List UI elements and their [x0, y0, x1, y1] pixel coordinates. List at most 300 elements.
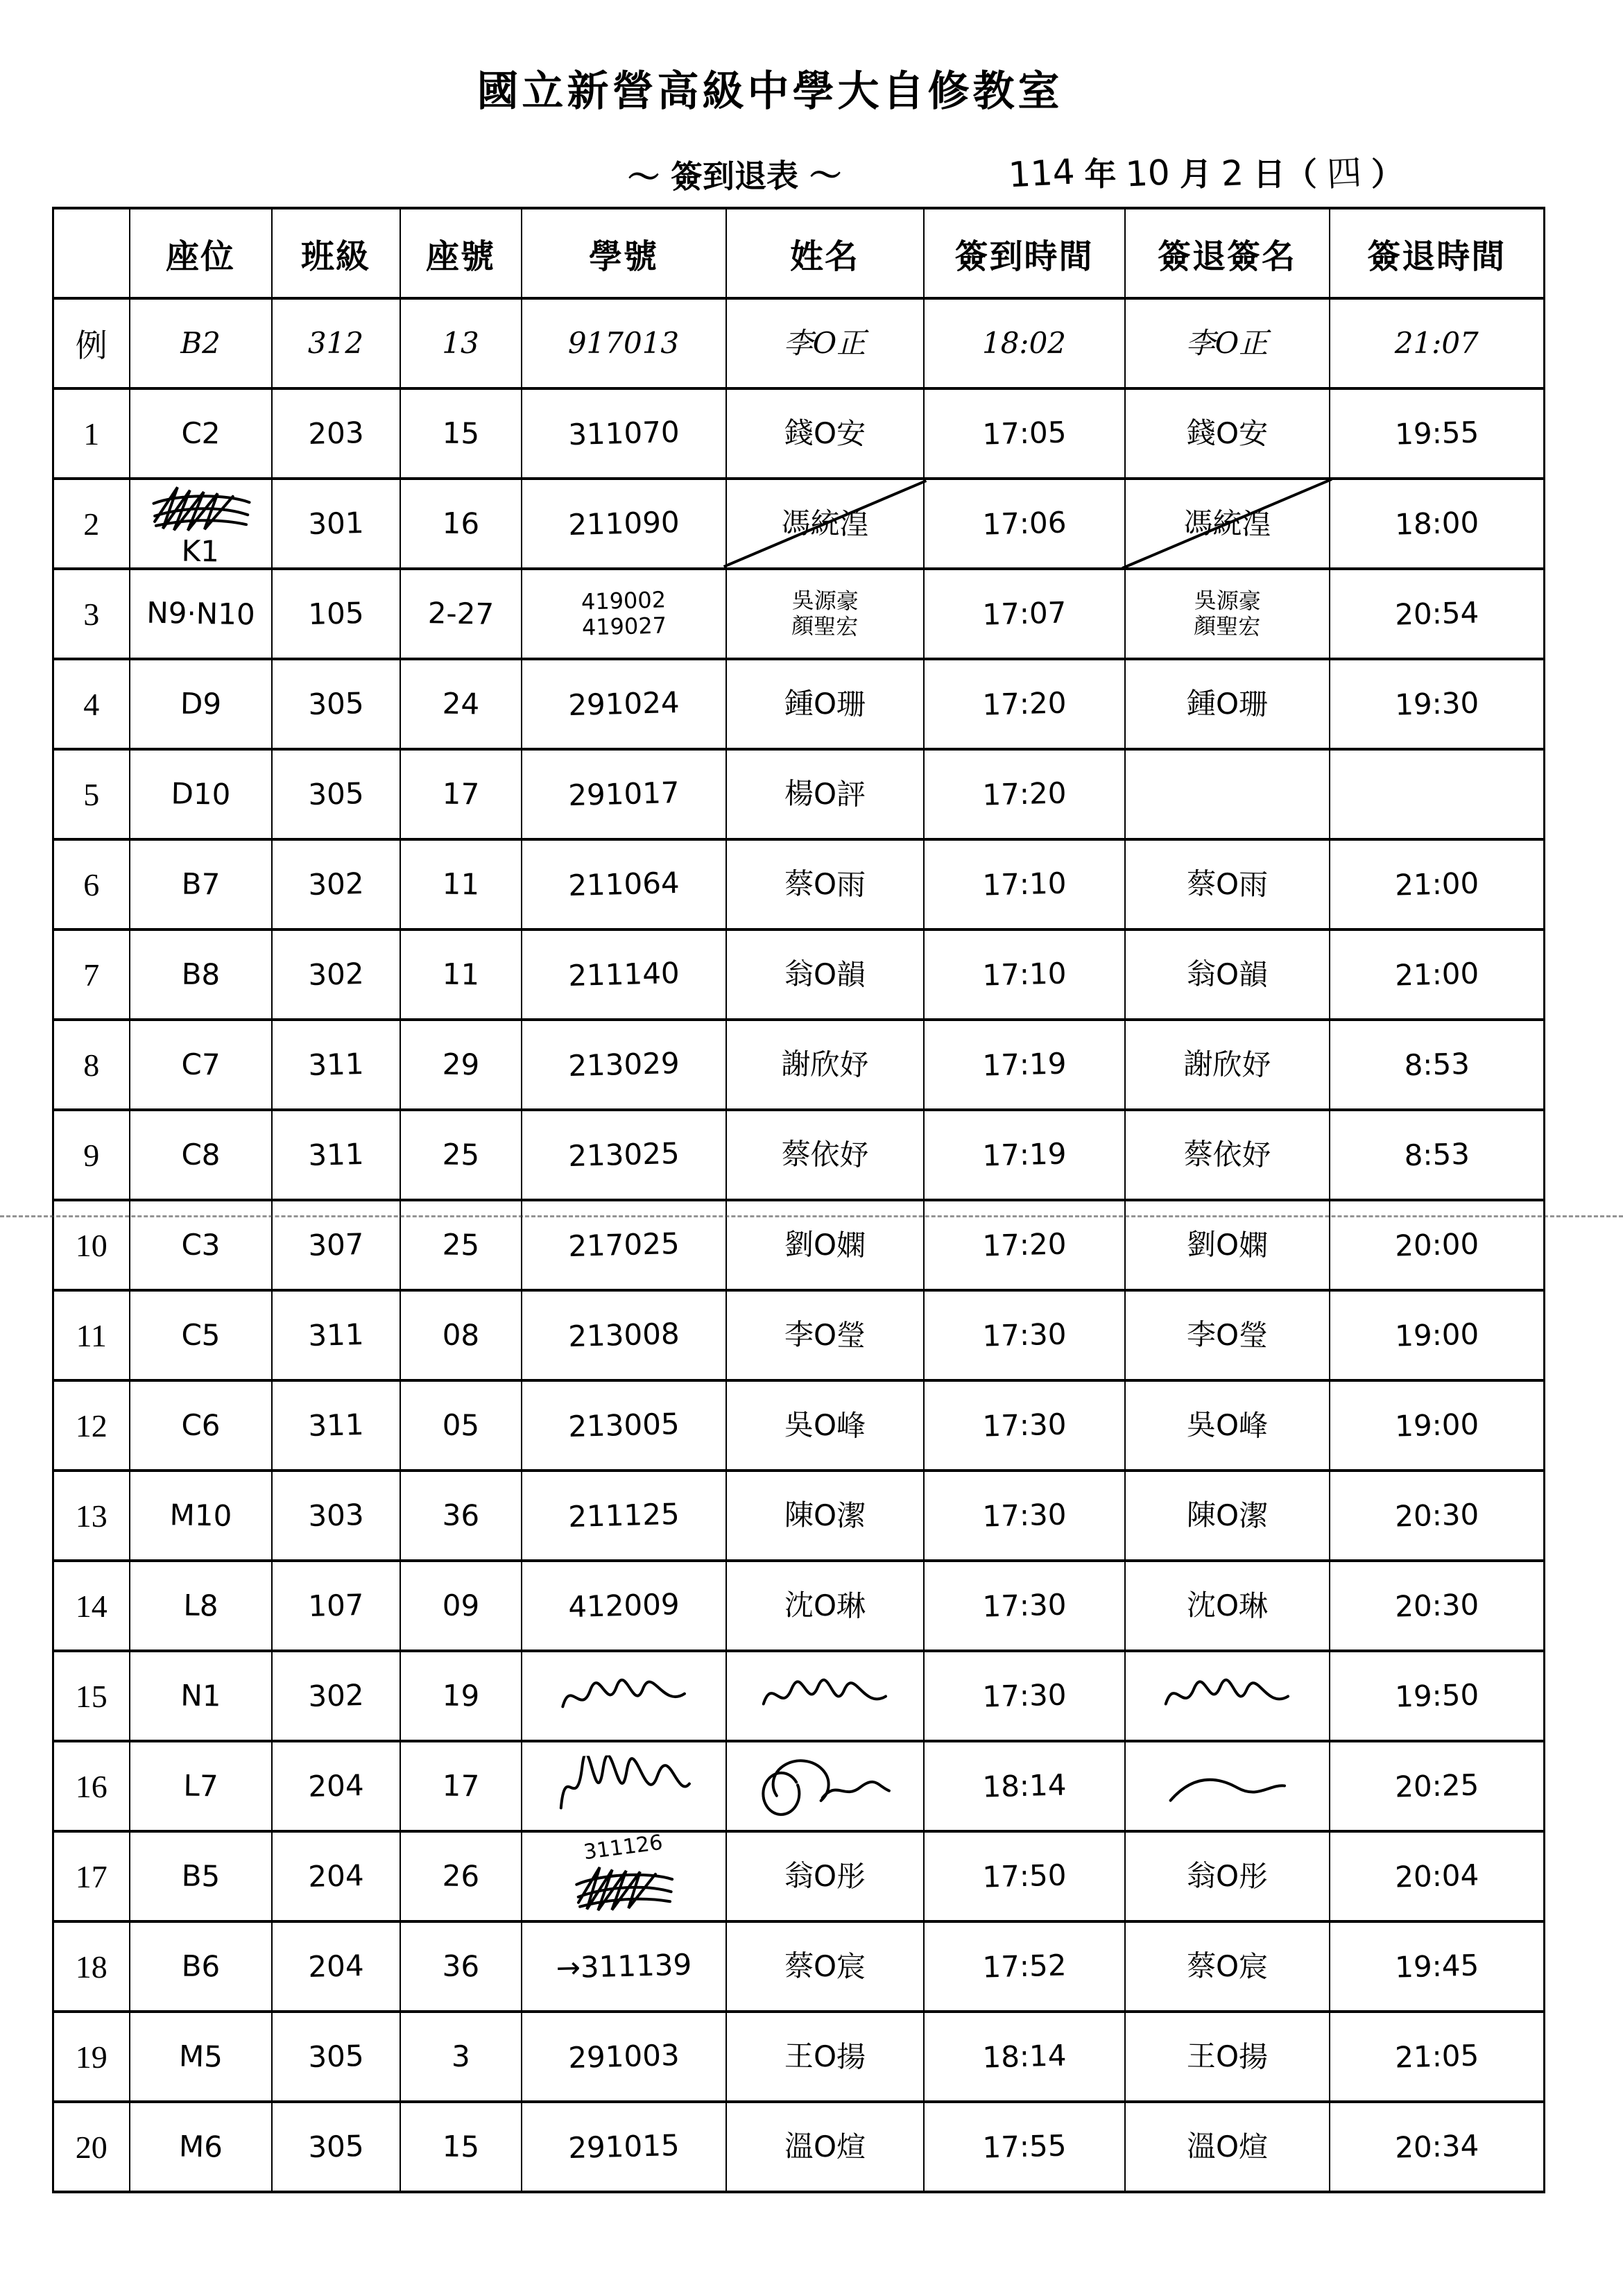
signin-table-head: [53, 208, 1545, 298]
signout-time-cell: [1330, 1110, 1545, 1200]
signin-time-cell: [924, 1020, 1125, 1110]
signout-time: 21:05: [1394, 2038, 1479, 2075]
header-class: 班級: [272, 208, 400, 298]
student-id-cell: [522, 1921, 726, 2012]
seat-no-cell: [400, 1741, 522, 1831]
table-row: [53, 1020, 1545, 1110]
table-row: [53, 1921, 1545, 2012]
name-cell: [726, 2102, 924, 2192]
name-cell: [726, 1651, 924, 1741]
name-cell: [726, 1921, 924, 2012]
name-cell: [726, 1380, 924, 1471]
seat-no-cell: [400, 479, 522, 569]
class-cell: [272, 479, 400, 569]
signin-time-cell: [924, 839, 1125, 929]
name-cell: [726, 839, 924, 929]
seat-no-cell: [400, 1921, 522, 2012]
name: 劉O嫻: [784, 1226, 866, 1262]
seat-no: 11: [441, 866, 480, 902]
signout-signature: 蔡O宸: [1186, 1948, 1268, 1984]
class: 311: [307, 1317, 364, 1353]
stacked-line: 吳源豪: [791, 587, 859, 615]
student-id-cell: [522, 1471, 726, 1561]
signout-signature-cell: [1125, 2012, 1330, 2102]
class-cell: [272, 1651, 400, 1741]
row-number: 18: [75, 1948, 108, 1985]
class-cell: [272, 388, 400, 479]
student-id-cell: [522, 1741, 726, 1831]
row-number-cell: [53, 659, 130, 749]
signin-time-cell: [924, 2102, 1125, 2192]
seat: B7: [180, 866, 221, 902]
name-cell: [726, 298, 924, 388]
signout-time: 20:34: [1394, 2128, 1479, 2165]
stacked-line: 419002: [580, 586, 667, 615]
signout-time: 21:00: [1394, 866, 1479, 902]
table-row: [53, 388, 1545, 479]
signout-signature: 鍾O珊: [1186, 685, 1268, 721]
header-signout-time: 簽退時間: [1330, 208, 1545, 298]
signin-time-cell: [924, 1831, 1125, 1921]
signin-time: 17:07: [981, 595, 1067, 632]
scribble-signature: [1164, 1764, 1289, 1808]
date-year-unit: 年: [1084, 155, 1117, 193]
name: 謝欣妤: [780, 1046, 869, 1083]
signin-time-cell: [924, 1921, 1125, 2012]
row-number-cell: [53, 2012, 130, 2102]
header-seat: 座位: [130, 208, 272, 298]
seat-no-cell: [400, 1471, 522, 1561]
class: 305: [307, 776, 364, 812]
signout-signature: 陳O潔: [1186, 1497, 1268, 1533]
seat-cell: [130, 1561, 272, 1651]
row-number-cell: [53, 1651, 130, 1741]
weekday-close-paren: ）: [1371, 155, 1403, 193]
seat-cell: [130, 1651, 272, 1741]
name-cell: [726, 1020, 924, 1110]
seat-no-cell: [400, 298, 522, 388]
signout-time: 8:53: [1403, 1046, 1470, 1083]
student-id: [522, 585, 726, 642]
seat-cell: [130, 479, 272, 569]
seat-cell: [130, 569, 272, 659]
signin-time: 17:30: [981, 1317, 1067, 1353]
seat-cell: [130, 1110, 272, 1200]
student-id: 412009: [567, 1586, 680, 1625]
signout-time-cell: [1330, 659, 1545, 749]
table-row: [53, 1831, 1545, 1921]
name-cell: [726, 1741, 924, 1831]
signout-time-cell: [1330, 1471, 1545, 1561]
signout-signature-cell: [1125, 1561, 1330, 1651]
seat-no-cell: [400, 1020, 522, 1110]
signout-time: 20:25: [1394, 1767, 1479, 1804]
student-id-cell: [522, 1110, 726, 1200]
signin-time-cell: [924, 388, 1125, 479]
table-row: [53, 1110, 1545, 1200]
signout-signature: 錢O安: [1186, 415, 1268, 451]
seat-no-cell: [400, 2012, 522, 2102]
class: 305: [307, 2128, 364, 2164]
handwritten-text: 馮統湟: [780, 505, 869, 542]
signout-time-cell: [1330, 569, 1545, 659]
class: 301: [307, 505, 364, 541]
signin-time: 17:30: [981, 1407, 1067, 1443]
seat: B2: [180, 325, 221, 360]
signin-time-cell: [924, 1200, 1125, 1290]
row-number: 15: [75, 1678, 108, 1714]
class-cell: [272, 1921, 400, 2012]
signout-signature-cell: [1125, 1200, 1330, 1290]
signout-signature: 蔡O雨: [1186, 866, 1268, 902]
class: 204: [307, 1948, 364, 1984]
signout-signature: 王O揚: [1186, 2038, 1268, 2074]
class: 105: [307, 595, 364, 631]
row-number: 5: [83, 776, 100, 812]
handwritten-text: 馮統湟: [1183, 505, 1271, 542]
name-cell: [726, 2012, 924, 2102]
seat-no: 16: [441, 506, 480, 541]
seat: L8: [182, 1588, 218, 1623]
seat-no-cell: [400, 569, 522, 659]
signin-time-cell: [924, 1290, 1125, 1380]
stacked-line: 419027: [581, 612, 667, 641]
row-number: 9: [83, 1137, 100, 1173]
name: 吳O峰: [784, 1407, 866, 1443]
signout-signature: [1125, 587, 1329, 642]
name: 蔡O雨: [784, 866, 866, 902]
seat: [129, 479, 271, 568]
name: 楊O評: [784, 776, 866, 812]
student-id: 917013: [567, 325, 680, 360]
table-row: [53, 839, 1545, 929]
scribble-signature: [557, 1670, 690, 1722]
row-number-cell: [53, 839, 130, 929]
row-number-cell: [53, 298, 130, 388]
signout-time: 19:00: [1394, 1407, 1479, 1443]
seat-no-cell: [400, 929, 522, 1020]
row-number: 例: [75, 328, 108, 363]
date-line: [999, 146, 1403, 196]
seat: N1: [180, 1678, 221, 1713]
signout-time-cell: [1330, 1651, 1545, 1741]
name-cell: [726, 1831, 924, 1921]
signout-time-cell: [1330, 749, 1545, 839]
row-number: 14: [75, 1588, 108, 1624]
seat-no: 2-27: [427, 596, 495, 631]
signout-time: 20:30: [1394, 1497, 1479, 1534]
seat-cell: [130, 659, 272, 749]
class: 307: [307, 1226, 364, 1262]
student-id: 217025: [567, 1226, 680, 1264]
seat-no: 09: [441, 1588, 480, 1623]
scribble-signature: [758, 1670, 891, 1721]
name-cell: [726, 749, 924, 839]
signin-time: 17:05: [981, 415, 1067, 452]
seat-cell: [130, 1380, 272, 1471]
signout-time-cell: [1330, 1561, 1545, 1651]
row-number: 20: [75, 2129, 108, 2165]
header-student-id: 學號: [522, 208, 726, 298]
signout-signature-cell: [1125, 1741, 1330, 1831]
signout-time-cell: [1330, 479, 1545, 569]
seat-cell: [130, 1200, 272, 1290]
header-row: [53, 208, 1545, 298]
student-id: 213029: [567, 1045, 680, 1083]
signout-time-cell: [1330, 1020, 1545, 1110]
signout-signature: 李O瑩: [1186, 1317, 1268, 1353]
signout-signature-cell: [1125, 749, 1330, 839]
seat: M10: [169, 1498, 232, 1533]
row-number-cell: [53, 1290, 130, 1380]
table-row: [53, 1380, 1545, 1471]
seat-no: 17: [441, 1768, 480, 1804]
name: [726, 587, 923, 642]
row-number: 2: [83, 506, 100, 542]
name: 李O正: [783, 325, 866, 360]
name: 翁O韻: [784, 956, 866, 992]
date-weekday: 四: [1325, 152, 1363, 195]
seat-no-cell: [400, 749, 522, 839]
student-id-cell: [522, 1561, 726, 1651]
seat: M6: [178, 2129, 223, 2164]
scribble-strikeout: [571, 1858, 676, 1917]
student-id-cell: [522, 1831, 726, 1921]
signout-signature: 蔡依妤: [1183, 1136, 1271, 1173]
seat-no-cell: [400, 1380, 522, 1471]
stacked-line: 顏聖宏: [1193, 612, 1261, 640]
name: 陳O潔: [784, 1497, 866, 1533]
seat-no: 3: [451, 2039, 470, 2074]
seat: C6: [180, 1407, 221, 1443]
seat-no: 19: [441, 1678, 480, 1713]
signout-time: 19:45: [1394, 1948, 1479, 1985]
student-id-cell: [522, 388, 726, 479]
signout-signature-cell: [1125, 1110, 1330, 1200]
signout-signature-cell: [1125, 929, 1330, 1020]
seat: D9: [180, 686, 221, 721]
student-id: 213005: [567, 1406, 680, 1444]
seat-cell: [130, 839, 272, 929]
table-row: [53, 1741, 1545, 1831]
stacked-line: 吳源豪: [1193, 587, 1261, 615]
signout-signature: 翁O彤: [1186, 1858, 1268, 1894]
seat-no: 13: [442, 325, 479, 360]
signout-time: 20:04: [1394, 1858, 1479, 1894]
class: 107: [307, 1587, 364, 1623]
header-seat-no: 座號: [400, 208, 522, 298]
table-row: [53, 2012, 1545, 2102]
seat-cell: [130, 388, 272, 479]
seat-no: 08: [441, 1317, 480, 1353]
seat-no: 36: [441, 1948, 480, 1984]
student-id-cell: [522, 1200, 726, 1290]
name-cell: [726, 1290, 924, 1380]
signout-time: 19:30: [1394, 685, 1479, 722]
name-cell: [726, 1110, 924, 1200]
seat-no: 25: [441, 1227, 480, 1262]
row-number: 1: [83, 415, 100, 452]
date-month-unit: 月: [1180, 155, 1212, 193]
name: [726, 506, 923, 540]
signin-time-cell: [924, 749, 1125, 839]
name-cell: [726, 659, 924, 749]
row-number-cell: [53, 388, 130, 479]
seat-cell: [130, 1020, 272, 1110]
seat-no: 17: [441, 776, 480, 812]
class-cell: [272, 1200, 400, 1290]
signout-signature-cell: [1125, 569, 1330, 659]
signin-time: 17:06: [981, 505, 1067, 542]
student-id: 291017: [567, 775, 680, 813]
class-cell: [272, 659, 400, 749]
class-cell: [272, 1290, 400, 1380]
signout-signature: 謝欣妤: [1183, 1046, 1271, 1083]
student-id-cell: [522, 298, 726, 388]
scribble-signature: [553, 1753, 694, 1819]
table-row: [53, 298, 1545, 388]
signin-time: 18:14: [981, 1767, 1067, 1804]
row-number-cell: [53, 1831, 130, 1921]
signout-time-cell: [1330, 1200, 1545, 1290]
student-id: 213025: [567, 1136, 680, 1174]
signin-time: 18:14: [981, 2038, 1067, 2075]
header-signout-signature: 簽退簽名: [1125, 208, 1330, 298]
signout-time: 21:00: [1394, 956, 1479, 993]
class-cell: [272, 569, 400, 659]
scribble-signature: [1160, 1670, 1293, 1721]
table-row: [53, 1651, 1545, 1741]
row-number: 7: [83, 957, 100, 993]
class-cell: [272, 1020, 400, 1110]
name: 王O揚: [784, 2038, 866, 2074]
student-id-cell: [522, 1380, 726, 1471]
class-cell: [272, 749, 400, 839]
table-row: [53, 749, 1545, 839]
signout-signature: 翁O韻: [1186, 956, 1268, 992]
name-cell: [726, 929, 924, 1020]
seat-no-cell: [400, 1110, 522, 1200]
signout-signature-cell: [1125, 1921, 1330, 2012]
row-number-cell: [53, 1020, 130, 1110]
weekday-open-paren: （: [1285, 155, 1317, 193]
header-row-number: [53, 208, 130, 298]
seat-no-cell: [400, 1200, 522, 1290]
student-id: →311139: [555, 1947, 692, 1985]
name: 溫O煊: [784, 2128, 866, 2164]
seat: C7: [180, 1047, 221, 1082]
name-cell: [726, 1471, 924, 1561]
signin-time: 17:19: [981, 1136, 1067, 1173]
row-number-cell: [53, 1561, 130, 1651]
class-cell: [272, 1741, 400, 1831]
name: 蔡依妤: [780, 1136, 869, 1173]
signout-time: 19:00: [1394, 1317, 1479, 1353]
signout-time-cell: [1330, 1921, 1545, 2012]
class-cell: [272, 1380, 400, 1471]
class-cell: [272, 1471, 400, 1561]
name: 鍾O珊: [784, 685, 866, 721]
signout-signature: 吳O峰: [1186, 1407, 1268, 1443]
name: 翁O彤: [784, 1858, 866, 1894]
signin-time-cell: [924, 2012, 1125, 2102]
row-number-cell: [53, 2102, 130, 2192]
row-number: 8: [83, 1047, 100, 1083]
seat-no-cell: [400, 659, 522, 749]
seat-cell: [130, 2102, 272, 2192]
seat-cell: [130, 749, 272, 839]
table-row: [53, 1561, 1545, 1651]
seat-cell: [130, 298, 272, 388]
page-subtitle: ～ 簽到退表 ～: [627, 156, 842, 196]
class: 302: [307, 1677, 364, 1713]
student-id-cell: [522, 1651, 726, 1741]
date-year: 114: [1007, 151, 1076, 196]
signout-signature-cell: [1125, 388, 1330, 479]
name-cell: [726, 388, 924, 479]
signout-signature: 劉O嫻: [1186, 1226, 1268, 1262]
seat: B5: [180, 1858, 221, 1894]
signout-time: 18:00: [1394, 505, 1479, 542]
class-cell: [272, 1561, 400, 1651]
signout-signature-cell: [1125, 659, 1330, 749]
student-id: [522, 1669, 726, 1723]
seat-no-cell: [400, 1290, 522, 1380]
seat-cell: [130, 1831, 272, 1921]
class-cell: [272, 1110, 400, 1200]
seat-no: 11: [441, 957, 480, 992]
row-number: 3: [83, 596, 100, 632]
seat-no-cell: [400, 1651, 522, 1741]
row-number: 6: [83, 866, 100, 902]
row-number-cell: [53, 569, 130, 659]
class: 203: [307, 415, 364, 451]
seat-cell: [130, 1290, 272, 1380]
seat-no: 36: [441, 1498, 480, 1533]
table-row: [53, 2102, 1545, 2192]
name: 李O瑩: [784, 1317, 866, 1353]
signin-time: 17:30: [981, 1497, 1067, 1534]
seat-no-cell: [400, 2102, 522, 2192]
table-row: [53, 1290, 1545, 1380]
scribble-strikeout: [148, 480, 253, 538]
seat-no: 29: [441, 1047, 480, 1082]
signout-signature-cell: [1125, 298, 1330, 388]
class: 312: [307, 325, 364, 360]
name-cell: [726, 479, 924, 569]
row-number-cell: [53, 1921, 130, 2012]
signout-signature-cell: [1125, 2102, 1330, 2192]
student-id: 311070: [567, 414, 680, 452]
name-cell: [726, 569, 924, 659]
signin-time: 17:10: [981, 866, 1067, 902]
table-row: [53, 659, 1545, 749]
student-id-cell: [522, 569, 726, 659]
signin-time-cell: [924, 1380, 1125, 1471]
signin-time: 17:30: [981, 1677, 1067, 1714]
signin-time: 17:55: [981, 2128, 1067, 2165]
signout-signature-cell: [1125, 1831, 1330, 1921]
signin-time: 17:50: [981, 1858, 1067, 1894]
row-number-cell: [53, 1380, 130, 1471]
signout-time: 20:54: [1394, 595, 1479, 632]
signin-time-cell: [924, 298, 1125, 388]
class-cell: [272, 1831, 400, 1921]
student-id-cell: [522, 1020, 726, 1110]
row-number: 17: [75, 1858, 108, 1894]
row-number-cell: [53, 929, 130, 1020]
signout-time: 8:53: [1403, 1136, 1470, 1173]
